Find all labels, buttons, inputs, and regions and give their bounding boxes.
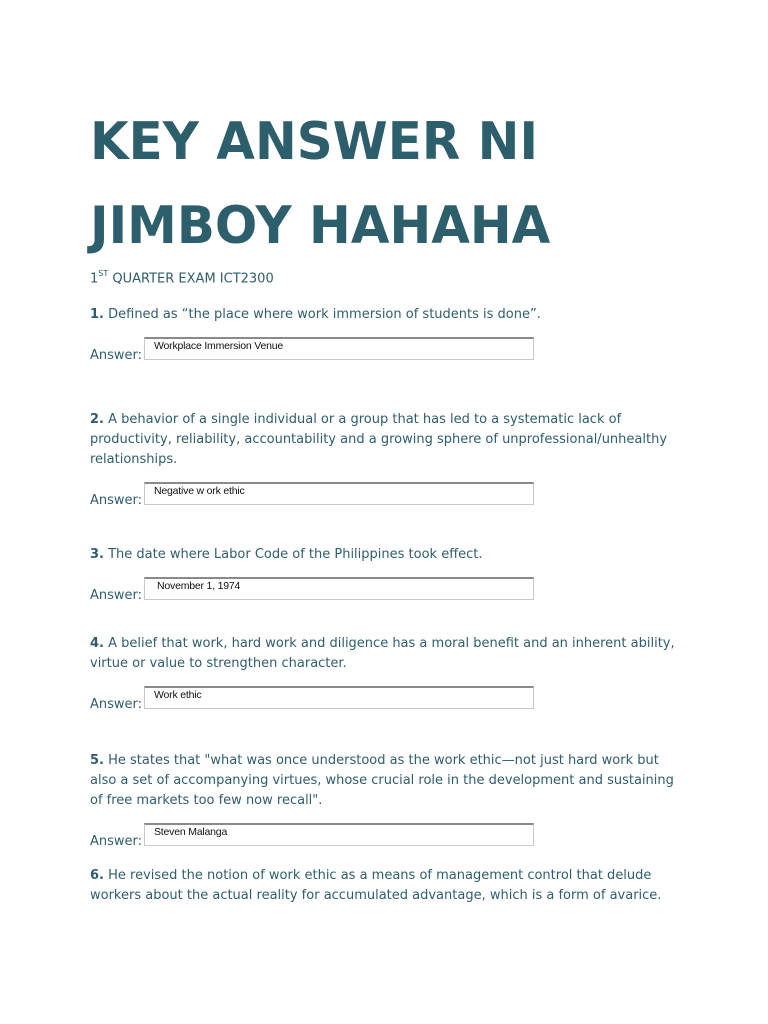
subtitle-ordinal-number: 1 [90, 271, 99, 287]
answer-label: Answer: [90, 348, 143, 363]
answer-value: Work ethic [154, 689, 202, 701]
question-number: 3. [90, 547, 104, 562]
answer-value: Workplace Immersion Venue [154, 340, 284, 352]
answer-row-2 [90, 482, 540, 508]
answer-value: Steven Malanga [154, 826, 228, 838]
question-number: 2. [90, 412, 104, 427]
answer-row-1 [90, 337, 540, 363]
question-text: A belief that work, hard work and diligence has a moral benefit and an inherent ability, virtue or value to strengthen character. [90, 636, 675, 671]
answer-row-5 [90, 823, 540, 849]
question-text: A behavior of a single individual or a group that has led to a systematic lack of productivity, reliability, accountability and a growing sphere of unprofessional/unhealthy relationships. [90, 412, 668, 467]
question-text: Defined as “the place where work immersion of students is done”. [103, 307, 541, 322]
answer-label: Answer: [90, 697, 143, 712]
question-text: He revised the notion of work ethic as a means of management control that delude workers about the actual reality for accumulated advantage, which is a form of avarice. [90, 868, 662, 903]
question-text: He states that "what was once understood as the work ethic—not just hard work but also a set of accompanying virtues, whose crucial role in the development and sustaining of free markets too few now recall". [90, 753, 674, 808]
question-1 [90, 305, 680, 325]
subtitle-text: QUARTER EXAM ICT2300 [108, 271, 274, 287]
page-title [90, 100, 550, 268]
answer-field-2[interactable] [144, 482, 534, 505]
exam-subtitle [90, 270, 274, 286]
answer-field-5[interactable] [144, 823, 534, 846]
title-line-1: KEY ANSWER NI [90, 112, 539, 172]
subtitle-ordinal-suffix: ST [98, 269, 109, 278]
answer-label: Answer: [90, 834, 143, 849]
question-number: 6. [90, 868, 104, 883]
title-line-2: JIMBOY HAHAHA [90, 196, 551, 256]
question-text: The date where Labor Code of the Philippines took effect. [103, 547, 483, 562]
answer-value: Negative w ork ethic [154, 485, 245, 497]
question-4 [90, 634, 680, 674]
question-number: 4. [90, 636, 104, 651]
answer-value: November 1, 1974 [157, 580, 241, 592]
question-2 [90, 410, 680, 470]
answer-field-4[interactable] [144, 686, 534, 709]
question-5 [90, 751, 680, 811]
answer-label: Answer: [90, 493, 143, 508]
answer-field-3[interactable] [144, 577, 534, 600]
question-6 [90, 866, 680, 906]
question-3 [90, 545, 680, 565]
answer-row-4 [90, 686, 540, 712]
answer-row-3 [90, 577, 540, 603]
answer-field-1[interactable] [144, 337, 534, 360]
answer-label: Answer: [90, 588, 143, 603]
question-number: 5. [90, 753, 104, 768]
question-number: 1. [90, 307, 104, 322]
